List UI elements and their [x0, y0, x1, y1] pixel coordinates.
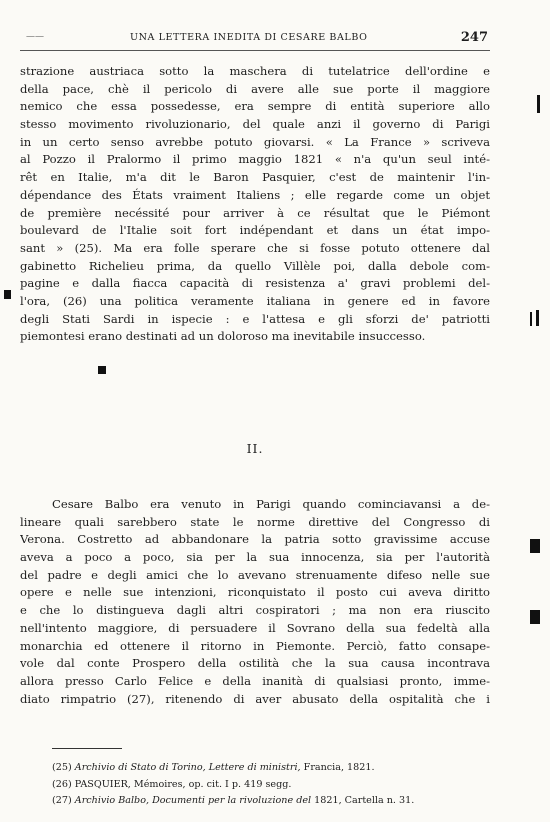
paragraph-2 — [20, 496, 490, 708]
footnote-26 — [52, 777, 492, 794]
text-line: pagine e dalla fiacca capacità di resistenza a' gravi problemi del- — [20, 276, 490, 291]
footnote-detail: 1821, Cartella n. 31. — [311, 795, 415, 806]
margin-mark — [4, 290, 11, 299]
footnote-detail: Francia, 1821. — [300, 762, 375, 773]
page-number: 247 — [460, 30, 488, 45]
text-line: lineare quali sarebbero state le norme direttive del Congresso di — [20, 514, 490, 529]
margin-mark — [537, 95, 540, 113]
text-line: nemico che essa possedesse, era sempre di entità superiore allo — [20, 99, 490, 114]
margin-mark — [98, 366, 106, 374]
running-header — [20, 30, 490, 51]
text-line: gabinetto Richelieu prima, da quello Villèle poi, dalla debole com- — [20, 258, 490, 273]
text-line: vole dal conte Prospero della ostilità che la sua causa incontrava — [20, 656, 490, 671]
footnotes — [52, 760, 492, 810]
text-line: piemontesi erano destinati ad un doloroso ma inevitabile insuccesso. — [20, 329, 426, 344]
footnote-number: (27) — [52, 795, 72, 806]
text-line: al Pozzo il Pralormo il primo maggio 1821 « n'a qu'un seul inté- — [20, 152, 490, 167]
footnote-detail: PASQUIER, Mémoires, op. cit. I p. 419 segg. — [74, 778, 292, 790]
margin-mark — [530, 610, 540, 624]
text-line: aveva a poco a poco, sia per la sua innocenza, sia per l'autorità — [20, 550, 490, 565]
text-line: monarchia ed ottenere il ritorno in Piemonte. Perciò, fatto consape- — [20, 638, 490, 653]
footnote-rule — [52, 748, 122, 749]
text-line: Verona. Costretto ad abbandonare la patria sotto gravissime accuse — [20, 532, 490, 547]
margin-mark — [530, 539, 540, 553]
text-line: rêt en Italie, m'a dit le Baron Pasquier, c'est de maintenir l'in- — [20, 170, 490, 185]
paragraph-1 — [20, 63, 490, 346]
text-line: nell'intento maggiore, di persuadere il Sovrano della sua fedeltà alla — [20, 620, 490, 635]
running-title: UNA LETTERA INEDITA DI CESARE BALBO — [130, 32, 368, 43]
footnote-source: Archivio Balbo, Documenti per la rivoluzione del — [74, 795, 312, 806]
text-line: e che lo distingueva dagli altri cospiratori ; ma non era riuscito — [20, 603, 490, 618]
text-line: l'ora, (26) una politica veramente italiana in genere ed in favore — [20, 293, 490, 308]
footnote-number: (25) — [52, 762, 72, 773]
text-line: dépendance des États vraiment Italiens ; elle regarde come un objet — [20, 187, 490, 202]
footnote-25 — [52, 760, 492, 777]
text-line: strazione austriaca sotto la maschera di tutelatrice dell'ordine e — [20, 64, 490, 78]
text-line: diato rimpatrio (27), ritenendo di aver abusato della ospitalità che i — [20, 691, 490, 706]
text-line: degli Stati Sardi in ispecie : e l'attesa e gli sforzi de' patriotti — [20, 311, 490, 326]
footnote-number: (26) — [52, 778, 72, 790]
header-left-mark: —— — [26, 32, 44, 42]
text-line: stesso movimento rivoluzionario, del quale anzi il governo di Parigi — [20, 117, 490, 132]
footnote-27 — [52, 793, 492, 810]
text-line: allora presso Carlo Felice e della inanità di qualsiasi pronto, imme- — [20, 673, 490, 688]
footnote-source: Archivio di Stato di Torino, Lettere di ministri, — [74, 762, 301, 773]
text-line: del padre e degli amici che lo avevano strenuamente difeso nelle sue — [20, 567, 490, 582]
text-line: boulevard de l'Italie soit fort indépendant et dans un état impo- — [20, 223, 490, 238]
margin-mark — [536, 310, 539, 326]
margin-mark — [530, 312, 532, 326]
text-line: in un certo senso avrebbe potuto giovarsi. « La France » scriveva — [20, 134, 490, 149]
text-line: della pace, chè il pericolo di avere alle sue porte il maggiore — [20, 81, 490, 96]
text-line: sant » (25). Ma era folle sperare che si fosse potuto ottenere dal — [20, 240, 490, 255]
section-title: II. — [246, 441, 264, 456]
text-line: de première necéssité pour arriver à ce résultat que le Piémont — [20, 205, 490, 220]
text-line: opere e nelle sue intenzioni, riconquistato il posto cui aveva diritto — [20, 585, 490, 600]
text-line: Cesare Balbo era venuto in Parigi quando cominciavansi a de- — [52, 497, 490, 511]
